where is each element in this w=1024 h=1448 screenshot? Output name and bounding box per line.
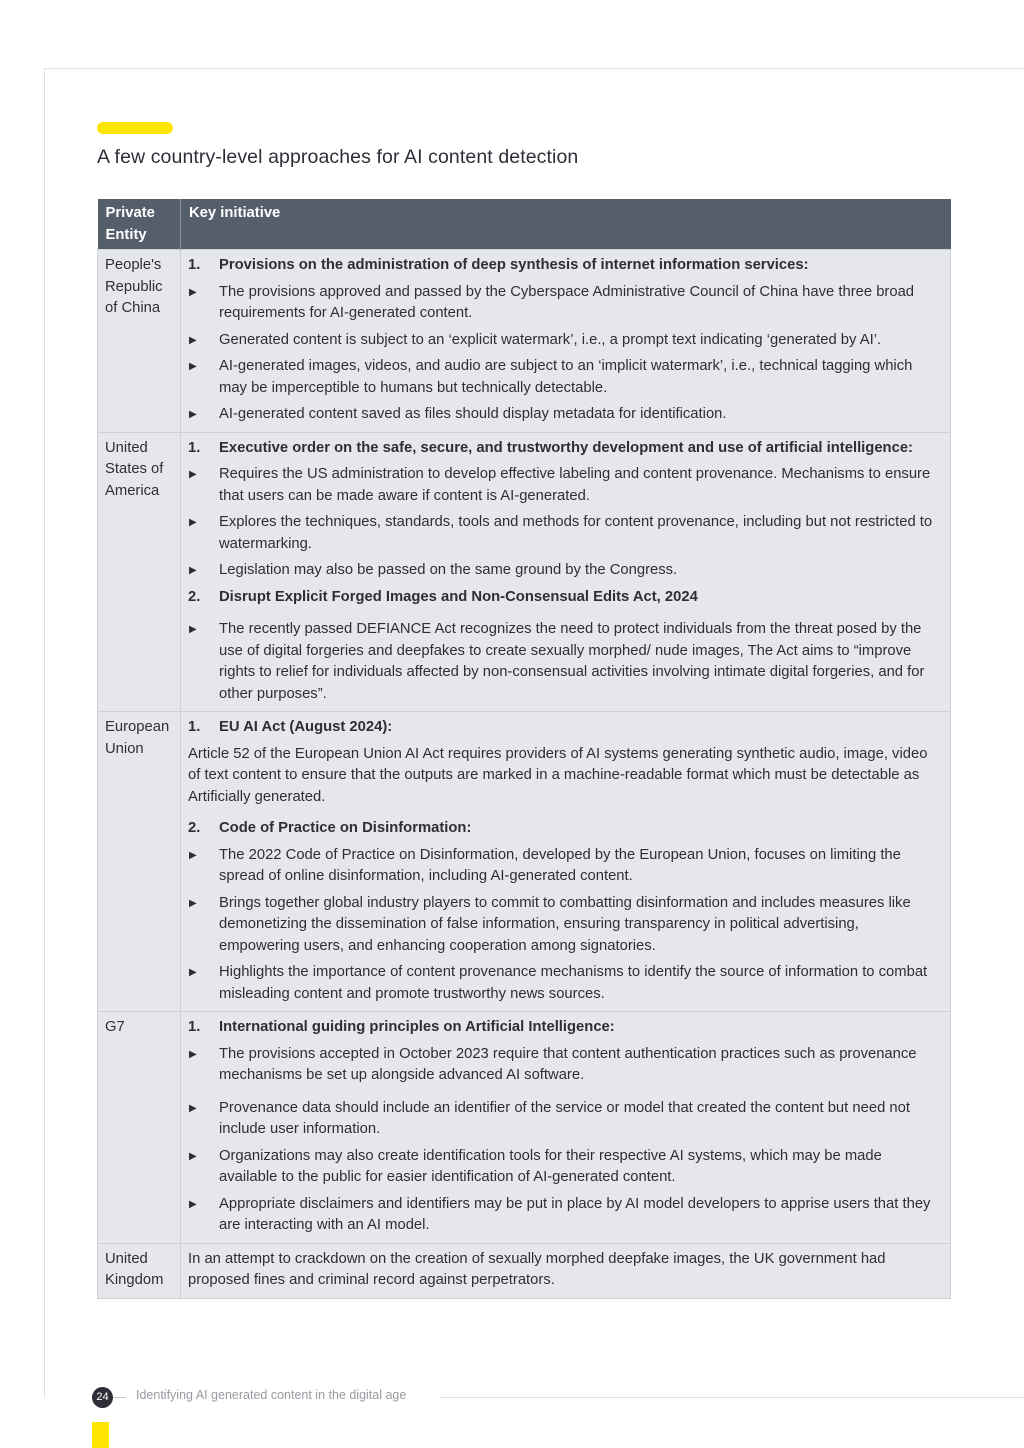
page-title: A few country-level approaches for AI content detection: [97, 146, 579, 168]
table-row-china: [98, 250, 951, 433]
bullet-text: Legislation may also be passed on the same ground by the Congress.: [219, 562, 678, 578]
entity-cell: G7: [98, 1012, 181, 1244]
initiative-heading: [188, 818, 943, 840]
bullet-text: The provisions accepted in October 2023 require that content authentication practices such as provenance mechanisms be set up alongside advanced AI software.: [219, 1045, 917, 1083]
triangle-right-icon: ▶: [189, 334, 197, 346]
country-approaches-table: [97, 199, 951, 1299]
triangle-right-icon: ▶: [189, 1048, 197, 1060]
accent-bar: [97, 122, 173, 134]
header-initiative: Key initiative: [181, 199, 951, 250]
bullet-text: Explores the techniques, standards, tools and methods for content provenance, including but not restricted to watermarking.: [219, 514, 933, 552]
bullet-text: Provenance data should include an identifier of the service or model that created the content but need not include user information.: [219, 1099, 910, 1137]
triangle-right-icon: ▶: [189, 849, 197, 861]
list-item: [188, 845, 943, 888]
initiative-cell: [181, 1243, 951, 1298]
list-item: [188, 464, 943, 507]
triangle-right-icon: ▶: [189, 409, 197, 420]
table-header-row: [98, 199, 951, 250]
entity-cell: People's Republic of China: [98, 250, 181, 433]
initiative-cell: [181, 712, 951, 1012]
entity-cell: United Kingdom: [98, 1243, 181, 1298]
initiative-heading: [188, 438, 943, 460]
list-item: [188, 962, 943, 1005]
heading-text: Disrupt Explicit Forged Images and Non-Consensual Edits Act, 2024: [219, 588, 698, 605]
list-item: [188, 330, 943, 352]
bullet-text: Requires the US administration to develop effective labeling and content provenance. Mechanisms to ensure that users can be made aware if content is AI-generated.: [219, 466, 931, 504]
triangle-right-icon: ▶: [189, 1198, 197, 1210]
initiative-heading: [188, 587, 943, 609]
list-item: [188, 404, 943, 426]
list-item: [188, 619, 943, 705]
heading-text: Code of Practice on Disinformation:: [219, 820, 472, 836]
item-number: 1.: [188, 439, 201, 456]
triangle-right-icon: ▶: [189, 967, 197, 978]
heading-text: International guiding principles on Artificial Intelligence:: [219, 1019, 615, 1035]
triangle-right-icon: ▶: [189, 469, 197, 480]
bullet-text: Highlights the importance of content provenance mechanisms to identify the source of information to combat misleading content and promote trustworthy news sources.: [219, 964, 928, 1002]
list-item: [188, 356, 943, 399]
table-row-eu: [98, 712, 951, 1012]
header-entity: Private Entity: [98, 199, 181, 250]
entity-cell: European Union: [98, 712, 181, 1012]
initiative-cell: [181, 432, 951, 712]
item-number: 2.: [188, 820, 201, 836]
list-item: [188, 560, 943, 582]
table-row-uk: [98, 1243, 951, 1298]
list-item: [188, 512, 943, 555]
heading-text: Provisions on the administration of deep synthesis of internet information services:: [219, 257, 809, 273]
triangle-right-icon: ▶: [189, 565, 197, 576]
list-item: [188, 893, 943, 958]
entity-cell: United States of America: [98, 432, 181, 712]
list-item: [188, 1146, 943, 1189]
initiative-heading: [188, 1017, 943, 1039]
item-number: 2.: [188, 588, 201, 605]
bullet-text: Organizations may also create identification tools for their respective AI systems, which may be made available to the public for easier identification of AI-generated content.: [219, 1147, 882, 1185]
bullet-text: AI-generated content saved as files should display metadata for identification.: [219, 406, 727, 422]
bullet-text: Brings together global industry players to commit to combatting disinformation and includes measures like demonetizing the dissemination of false information, ensuring transparency in political advertising, empowering users, and enhancing cooperation among signatories.: [219, 894, 911, 954]
initiative-heading: [188, 717, 943, 739]
initiative-cell: [181, 1012, 951, 1244]
triangle-right-icon: ▶: [189, 1150, 197, 1162]
list-item: [188, 1194, 943, 1237]
triangle-right-icon: ▶: [189, 517, 197, 528]
triangle-right-icon: ▶: [189, 624, 197, 635]
bullet-text: Appropriate disclaimers and identifiers may be put in place by AI model developers to apprise users that they are interacting with an AI model.: [219, 1195, 931, 1233]
heading-text: Executive order on the safe, secure, and trustworthy development and use of artificial intelligence:: [219, 439, 913, 456]
page-frame-left: [44, 68, 45, 1398]
heading-text: EU AI Act (August 2024):: [219, 719, 393, 735]
triangle-right-icon: ▶: [189, 1102, 197, 1114]
paragraph-text: In an attempt to crackdown on the creation of sexually morphed deepfake images, the UK government had proposed fines and criminal record against perpetrators.: [188, 1250, 886, 1288]
list-item: [188, 1044, 943, 1087]
item-number: 1.: [188, 257, 201, 273]
initiative-cell: [181, 250, 951, 433]
initiative-heading: [188, 255, 943, 277]
list-item: [188, 282, 943, 325]
bullet-text: The provisions approved and passed by the Cyberspace Administrative Council of China have three broad requirements for AI-generated content.: [219, 283, 915, 321]
item-number: 1.: [188, 719, 201, 735]
footer-accent-tab: [92, 1422, 109, 1448]
triangle-right-icon: ▶: [189, 361, 197, 372]
bullet-text: The recently passed DEFIANCE Act recognizes the need to protect individuals from the threat posed by the use of digital forgeries and deepfakes to create sexually morphed/ nude images, The Act aims to “improve rights to relief for individuals affected by non-consensual activities involving intimate digital forgeries, and for other purposes”.: [219, 621, 925, 702]
bullet-text: The 2022 Code of Practice on Disinformation, developed by the European Union, focuses on limiting the spread of online disinformation, including AI-generated content.: [219, 846, 901, 884]
page-frame-top: [44, 68, 1024, 69]
item-number: 1.: [188, 1019, 201, 1035]
triangle-right-icon: ▶: [189, 286, 197, 298]
table-row-g7: [98, 1012, 951, 1244]
page-number: 24: [92, 1387, 113, 1408]
bullet-text: Generated content is subject to an ‘explicit watermark’, i.e., a prompt text indicating ‘generated by AI’.: [219, 331, 882, 348]
table-row-usa: [98, 432, 951, 712]
list-item: [188, 1098, 943, 1141]
triangle-right-icon: ▶: [189, 897, 197, 909]
footer-divider-left: [112, 1397, 126, 1398]
bullet-text: AI-generated images, videos, and audio are subject to an ‘implicit watermark’, i.e., technical tagging which may be imperceptible to humans but technically detectable.: [219, 358, 913, 396]
footer-title: Identifying AI generated content in the digital age: [136, 1388, 407, 1402]
footer-divider: [440, 1397, 1024, 1398]
paragraph-text: Article 52 of the European Union AI Act requires providers of AI systems generating synthetic audio, image, video of text content to ensure that the outputs are marked in a machine-readable format which must be detectable as Artificially generated.: [188, 745, 928, 805]
